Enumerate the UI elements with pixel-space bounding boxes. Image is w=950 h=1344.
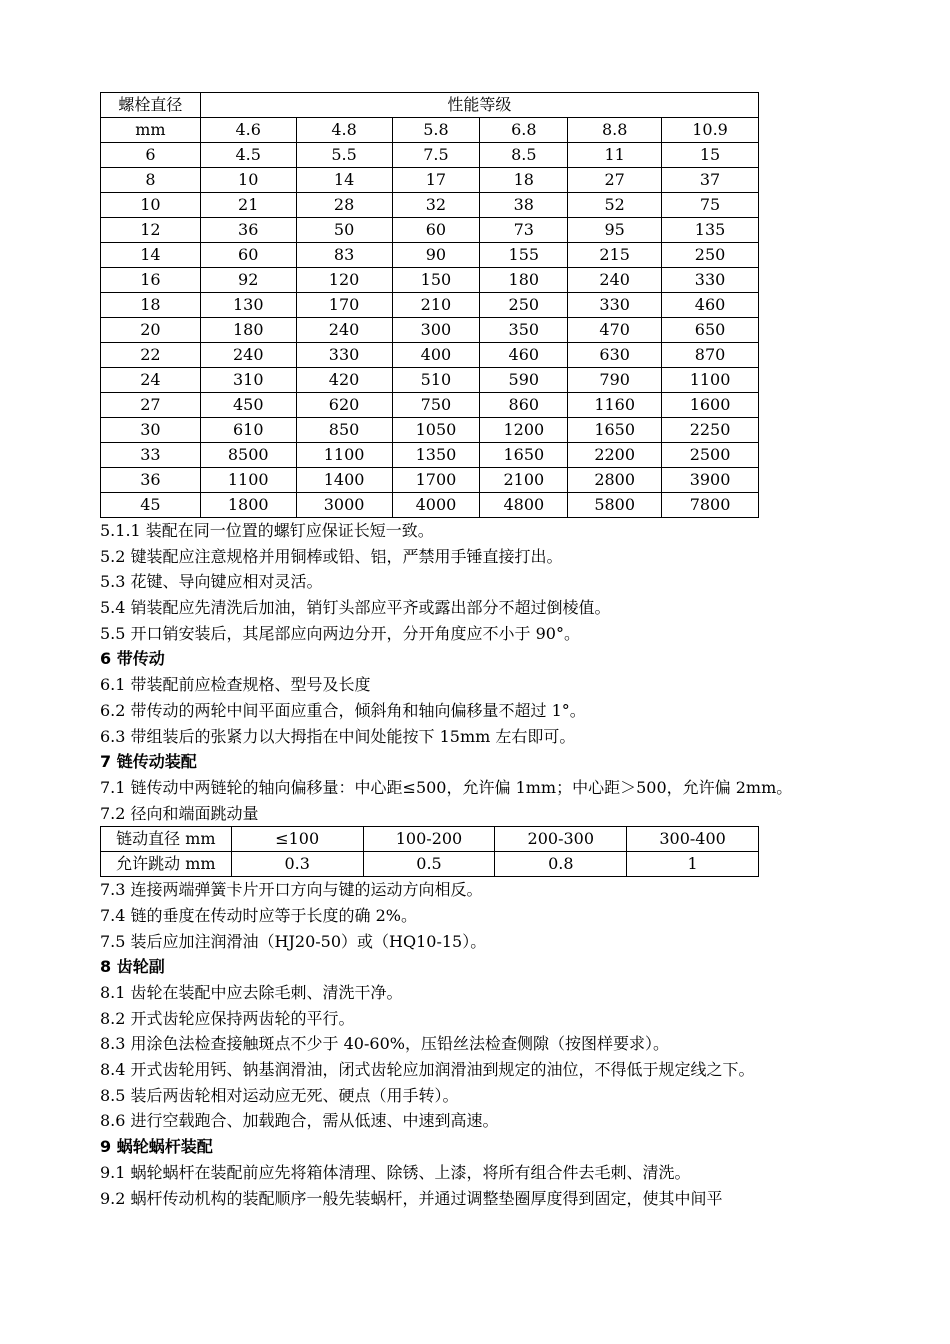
torque-value-cell: 4800 [480,493,568,518]
torque-value-cell: 11 [568,143,662,168]
torque-value-cell: 4.5 [200,143,296,168]
bolt-diameter-cell: 6 [101,143,201,168]
para-8-6: 8.6 进行空载跑合、加载跑合，需从低速、中速到高速。 [100,1111,499,1131]
torque-value-cell: 460 [480,343,568,368]
para-5-3: 5.3 花键、导向键应相对灵活。 [100,572,323,592]
torque-value-cell: 75 [662,193,759,218]
grade-cell: 5.8 [392,118,480,143]
torque-value-cell: 95 [568,218,662,243]
torque-value-cell: 240 [568,268,662,293]
torque-value-cell: 17 [392,168,480,193]
heading-9: 9 蜗轮蜗杆装配 [100,1137,213,1157]
runout-cell: 链动直径 mm [101,827,232,852]
torque-value-cell: 8500 [200,443,296,468]
table-row [101,243,759,268]
document-page [100,92,870,1211]
torque-value-cell: 450 [200,393,296,418]
bolt-diameter-cell: 36 [101,468,201,493]
runout-cell: 允许跳动 mm [101,852,232,877]
heading-8: 8 齿轮副 [100,957,165,977]
runout-cell: 0.3 [231,852,363,877]
runout-cell: 100-200 [363,827,495,852]
torque-value-cell: 1050 [392,418,480,443]
torque-value-cell: 470 [568,318,662,343]
torque-value-cell: 330 [568,293,662,318]
runout-cell: 300-400 [627,827,759,852]
grade-cell: 4.6 [200,118,296,143]
torque-value-cell: 860 [480,393,568,418]
torque-value-cell: 1650 [480,443,568,468]
runout-cell: 200-300 [495,827,627,852]
torque-value-cell: 610 [200,418,296,443]
torque-value-cell: 83 [296,243,392,268]
torque-value-cell: 21 [200,193,296,218]
table-row [101,418,759,443]
torque-value-cell: 50 [296,218,392,243]
torque-value-cell: 37 [662,168,759,193]
para-8-1: 8.1 齿轮在装配中应去除毛刺、清洗干净。 [100,983,403,1003]
para-5-5: 5.5 开口销安装后，其尾部应向两边分开，分开角度应不小于 90°。 [100,623,580,643]
torque-value-cell: 60 [200,243,296,268]
torque-value-cell: 350 [480,318,568,343]
runout-row-diameter [101,827,759,852]
bolt-diameter-cell: 12 [101,218,201,243]
torque-value-cell: 130 [200,293,296,318]
torque-value-cell: 460 [662,293,759,318]
bolt-torque-table [100,92,759,518]
torque-value-cell: 750 [392,393,480,418]
torque-value-cell: 1800 [200,493,296,518]
torque-value-cell: 3000 [296,493,392,518]
bolt-diameter-cell: 45 [101,493,201,518]
table-row [101,218,759,243]
torque-value-cell: 420 [296,368,392,393]
para-8-3: 8.3 用涂色法检查接触斑点不少于 40-60%，压铅丝法检查侧隙（按图样要求）。 [100,1034,669,1054]
grade-cell: 6.8 [480,118,568,143]
para-9-1: 9.1 蜗轮蜗杆在装配前应先将箱体清理、除锈、上漆，将所有组合件去毛刺、清洗。 [100,1162,691,1182]
bolt-diameter-cell: 10 [101,193,201,218]
torque-value-cell: 1400 [296,468,392,493]
torque-value-cell: 630 [568,343,662,368]
table-row [101,343,759,368]
torque-value-cell: 27 [568,168,662,193]
torque-value-cell: 250 [662,243,759,268]
torque-value-cell: 1160 [568,393,662,418]
runout-cell: 0.8 [495,852,627,877]
para-7-5: 7.5 装后应加注润滑油（HJ20-50）或（HQ10-15）。 [100,931,487,951]
para-7-1: 7.1 链传动中两链轮的轴向偏移量：中心距≤500，允许偏 1mm；中心距＞500，允许偏 2mm。 [100,777,793,797]
torque-value-cell: 150 [392,268,480,293]
heading-6: 6 带传动 [100,649,165,669]
torque-value-cell: 90 [392,243,480,268]
header-grade: 性能等级 [200,93,758,118]
table-grade-row [101,118,759,143]
table-row [101,318,759,343]
torque-value-cell: 1200 [480,418,568,443]
heading-7: 7 链传动装配 [100,752,197,772]
table-row [101,468,759,493]
para-5-2: 5.2 键装配应注意规格并用铜棒或铅、铝，严禁用手锤直接打出。 [100,546,563,566]
torque-value-cell: 7.5 [392,143,480,168]
torque-value-cell: 1700 [392,468,480,493]
torque-value-cell: 1600 [662,393,759,418]
torque-value-cell: 400 [392,343,480,368]
table-row [101,168,759,193]
torque-value-cell: 2100 [480,468,568,493]
torque-value-cell: 7800 [662,493,759,518]
torque-value-cell: 15 [662,143,759,168]
runout-cell: ≤100 [231,827,363,852]
torque-value-cell: 10 [200,168,296,193]
bolt-diameter-cell: 24 [101,368,201,393]
torque-value-cell: 3900 [662,468,759,493]
torque-value-cell: 310 [200,368,296,393]
bolt-diameter-cell: 33 [101,443,201,468]
torque-value-cell: 18 [480,168,568,193]
torque-value-cell: 510 [392,368,480,393]
torque-value-cell: 2250 [662,418,759,443]
runout-cell: 1 [627,852,759,877]
table-row [101,268,759,293]
para-5-1-1: 5.1.1 装配在同一位置的螺钉应保证长短一致。 [100,521,434,540]
torque-value-cell: 1100 [296,443,392,468]
bolt-diameter-cell: 27 [101,393,201,418]
table-row [101,293,759,318]
torque-value-cell: 4000 [392,493,480,518]
para-7-3: 7.3 连接两端弹簧卡片开口方向与键的运动方向相反。 [100,880,483,900]
bolt-diameter-cell: 16 [101,268,201,293]
torque-value-cell: 14 [296,168,392,193]
torque-value-cell: 650 [662,318,759,343]
torque-value-cell: 135 [662,218,759,243]
torque-value-cell: 215 [568,243,662,268]
bolt-diameter-cell: 18 [101,293,201,318]
table-header-row [101,93,759,118]
runout-cell: 0.5 [363,852,495,877]
para-8-4: 8.4 开式齿轮用钙、钠基润滑油，闭式齿轮应加润滑油到规定的油位，不得低于规定线之下。 [100,1060,755,1080]
torque-value-cell: 300 [392,318,480,343]
torque-value-cell: 1100 [200,468,296,493]
torque-value-cell: 92 [200,268,296,293]
torque-value-cell: 620 [296,393,392,418]
torque-value-cell: 180 [480,268,568,293]
torque-value-cell: 180 [200,318,296,343]
torque-value-cell: 850 [296,418,392,443]
para-5-4: 5.4 销装配应先清洗后加油，销钉头部应平齐或露出部分不超过倒棱值。 [100,598,611,618]
torque-value-cell: 1100 [662,368,759,393]
torque-value-cell: 155 [480,243,568,268]
runout-row-allowed [101,852,759,877]
torque-value-cell: 73 [480,218,568,243]
torque-value-cell: 36 [200,218,296,243]
torque-value-cell: 2800 [568,468,662,493]
para-7-4: 7.4 链的垂度在传动时应等于长度的确 2%。 [100,905,418,925]
torque-value-cell: 8.5 [480,143,568,168]
para-7-2: 7.2 径向和端面跳动量 [100,803,259,823]
torque-value-cell: 120 [296,268,392,293]
bolt-diameter-cell: 22 [101,343,201,368]
torque-value-cell: 210 [392,293,480,318]
header-unit: mm [101,118,201,143]
torque-value-cell: 2200 [568,443,662,468]
torque-value-cell: 38 [480,193,568,218]
bolt-diameter-cell: 20 [101,318,201,343]
header-bolt-diameter: 螺栓直径 [101,93,201,118]
torque-value-cell: 5.5 [296,143,392,168]
torque-value-cell: 52 [568,193,662,218]
bolt-diameter-cell: 8 [101,168,201,193]
torque-value-cell: 170 [296,293,392,318]
torque-value-cell: 790 [568,368,662,393]
grade-cell: 10.9 [662,118,759,143]
torque-value-cell: 2500 [662,443,759,468]
torque-value-cell: 330 [296,343,392,368]
grade-cell: 4.8 [296,118,392,143]
torque-value-cell: 870 [662,343,759,368]
table-row [101,393,759,418]
table-row [101,493,759,518]
torque-value-cell: 1650 [568,418,662,443]
table-row [101,443,759,468]
torque-value-cell: 60 [392,218,480,243]
bolt-diameter-cell: 30 [101,418,201,443]
table-row [101,193,759,218]
torque-value-cell: 240 [296,318,392,343]
grade-cell: 8.8 [568,118,662,143]
runout-table [100,826,759,877]
para-6-2: 6.2 带传动的两轮中间平面应重合，倾斜角和轴向偏移量不超过 1°。 [100,700,586,720]
torque-value-cell: 1350 [392,443,480,468]
table-row [101,143,759,168]
table-row [101,368,759,393]
torque-value-cell: 250 [480,293,568,318]
torque-value-cell: 32 [392,193,480,218]
torque-value-cell: 590 [480,368,568,393]
para-6-3: 6.3 带组装后的张紧力以大拇指在中间处能按下 15mm 左右即可。 [100,726,576,746]
torque-value-cell: 240 [200,343,296,368]
para-8-5: 8.5 装后两齿轮相对运动应无死、硬点（用手转）。 [100,1085,459,1105]
bolt-diameter-cell: 14 [101,243,201,268]
torque-value-cell: 28 [296,193,392,218]
para-6-1: 6.1 带装配前应检查规格、型号及长度 [100,675,371,695]
para-9-2: 9.2 蜗杆传动机构的装配顺序一般先装蜗杆，并通过调整垫圈厚度得到固定，使其中间平 [100,1188,723,1208]
torque-value-cell: 5800 [568,493,662,518]
torque-value-cell: 330 [662,268,759,293]
para-8-2: 8.2 开式齿轮应保持两齿轮的平行。 [100,1008,355,1028]
